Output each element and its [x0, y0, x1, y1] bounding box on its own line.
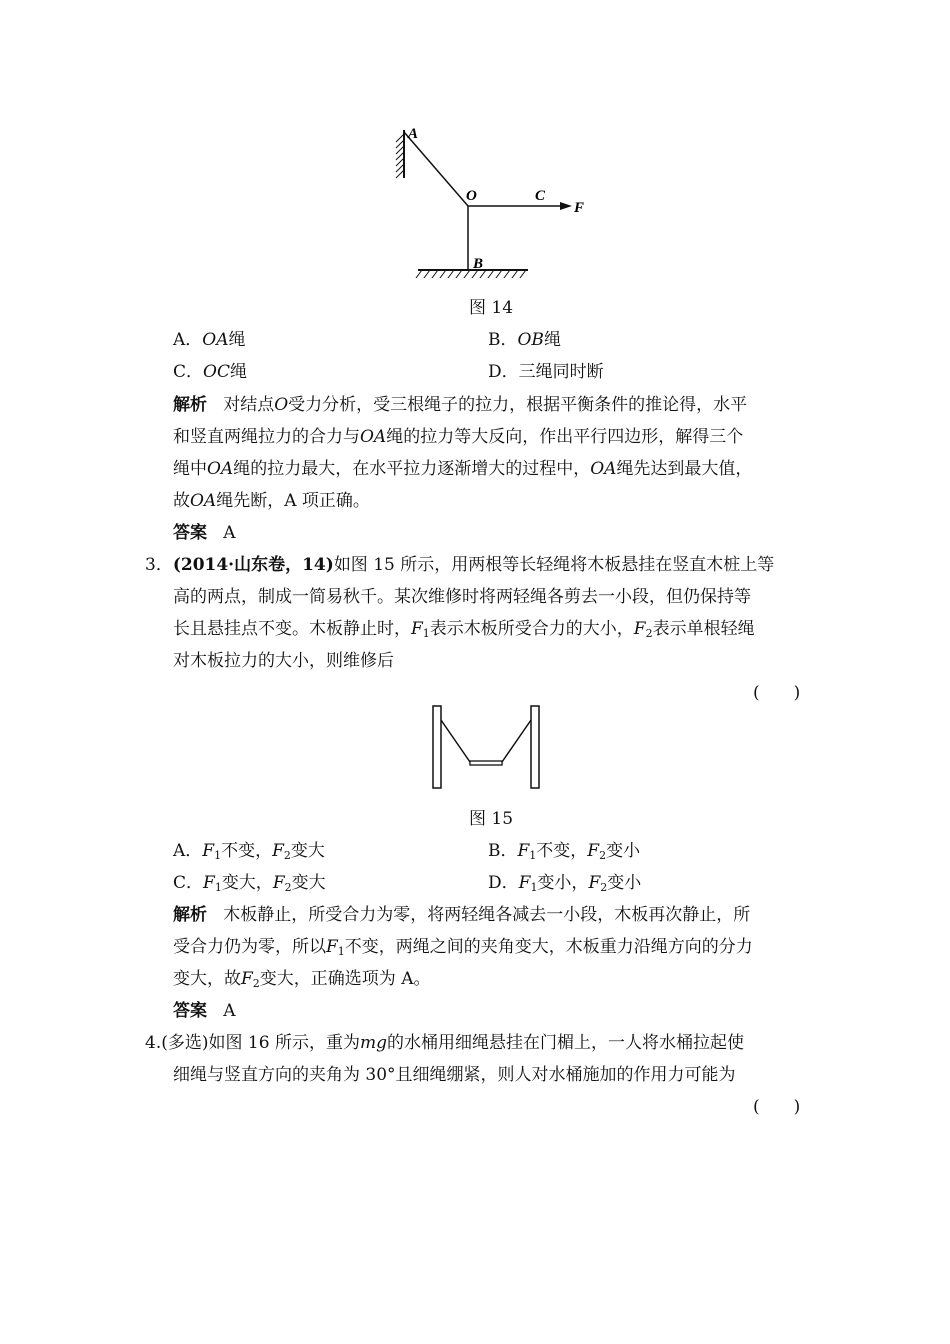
q4-line-2: 细绳与竖直方向的夹角为 30°且细绳绷紧，则人对水桶施加的作用力可能为: [173, 1065, 736, 1085]
q3-option-d: D．$F_1$变小，$F_2$变小: [488, 873, 642, 894]
q2-analysis-line-1: 解析 对结点O受力分析，受三根绳子的拉力，根据平衡条件的推论得，水平: [173, 395, 748, 415]
wall-hatch: [396, 134, 404, 178]
ground-hatch: [416, 270, 526, 278]
q3-option-c: C．$F_1$变大，$F_2$变大: [173, 873, 326, 894]
q3-analysis-line-2: 受合力仍为零，所以$F_1$不变，两绳之间的夹角变大，木板重力沿绳方向的分力: [173, 937, 753, 958]
q3-analysis-line-1: 解析 木板静止，所受合力为零，将两轻绳各减去一小段，木板再次静止，所: [173, 905, 751, 925]
q2-answer: 答案 A: [173, 523, 236, 543]
figure-14: [380, 120, 600, 290]
q2-option-b: B．OB绳: [488, 330, 561, 350]
fig14-caption: 图 14: [469, 298, 514, 318]
q4-line-1: 4.(多选)如图 16 所示，重为mg的水桶用细绳悬挂在门楣上，一人将水桶拉起使: [145, 1033, 744, 1053]
q2-option-c: C．OC绳: [173, 362, 247, 382]
figure-15: [420, 700, 560, 796]
q3-line-3: 长且悬挂点不变。木板静止时，$F_1$表示木板所受合力的大小，$F_2$表示单根轻绳: [173, 619, 755, 640]
right-rope: [502, 720, 531, 762]
left-rope: [441, 720, 470, 762]
label-b: B: [473, 256, 484, 272]
q3-option-b: B．$F_1$不变，$F_2$变小: [488, 841, 641, 862]
fig15-caption: 图 15: [469, 809, 514, 829]
label-a: A: [408, 126, 419, 142]
q2-option-a: A．OA绳: [173, 330, 246, 350]
q2-option-d: D．三绳同时断: [488, 362, 604, 382]
q2-analysis-line-4: 故OA绳先断，A 项正确。: [173, 491, 370, 511]
force-arrow: [560, 202, 572, 210]
board: [470, 761, 502, 765]
left-post: [433, 706, 441, 788]
q3-answer-bracket: ( ): [753, 683, 801, 703]
q4-answer-bracket: ( ): [753, 1097, 801, 1117]
rope-oa: [404, 132, 468, 206]
q2-analysis-line-2: 和竖直两绳拉力的合力与OA绳的拉力等大反向，作出平行四边形，解得三个: [173, 427, 744, 447]
q3-option-a: A．$F_1$不变，$F_2$变大: [173, 841, 325, 862]
label-f: F: [574, 200, 585, 216]
q3-answer: 答案 A: [173, 1001, 236, 1021]
label-c: C: [535, 188, 546, 204]
label-o: O: [466, 188, 477, 204]
q2-analysis-line-3: 绳中OA绳的拉力最大，在水平拉力逐渐增大的过程中，OA绳先达到最大值，: [173, 459, 753, 479]
q3-line-4: 对木板拉力的大小，则维修后: [173, 651, 394, 671]
q3-line-2: 高的两点，制成一简易秋千。某次维修时将两轻绳各剪去一小段，但仍保持等: [173, 587, 751, 607]
q3-analysis-line-3: 变大，故$F_2$变大，正确选项为 A。: [173, 969, 431, 990]
q3-line-1: 3．(2014·山东卷，14)如图 15 所示，用两根等长轻绳将木板悬挂在竖直木桩上等: [145, 555, 775, 575]
right-post: [531, 706, 539, 788]
